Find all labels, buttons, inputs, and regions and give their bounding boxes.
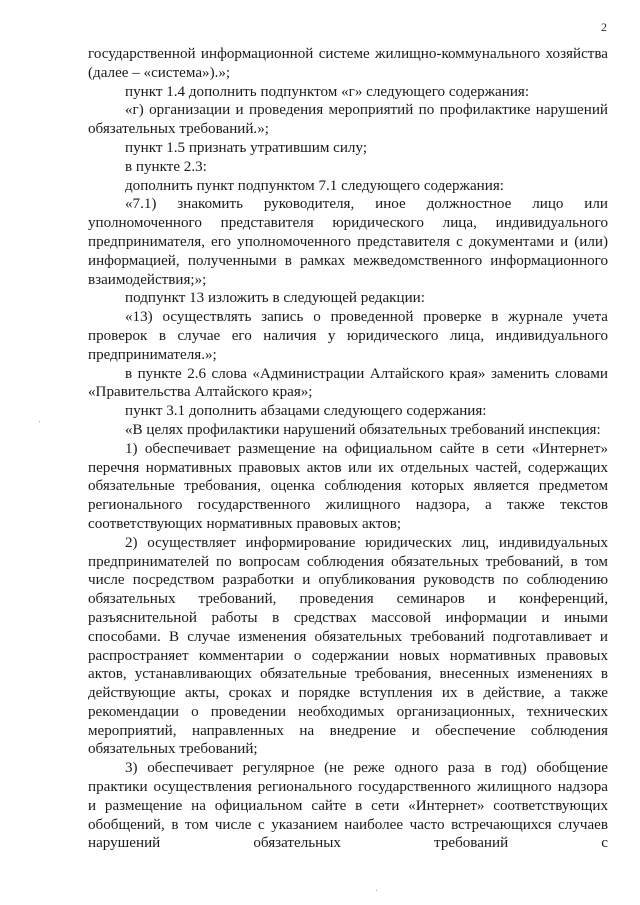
paragraph: дополнить пункт подпунктом 7.1 следующего содержания: — [125, 177, 504, 194]
scan-speck — [376, 890, 377, 891]
paragraph: «В целях профилактики нарушений обязательных требований инспекция: — [125, 421, 601, 438]
document-body — [88, 45, 608, 853]
paragraph: «7.1) знакомить руководителя, иное должностное лицо или уполномоченного представителя юридического лица, индивидуального предпринимателя, его уполномоченного представителя с документами и (или) информацией, полученными в рамках межведомственного информационного взаимодействия;»; — [88, 196, 608, 288]
paragraph: «13) осуществлять запись о проведенной проверке в журнале учета проверок в случае его наличия у юридического лица, индивидуального предпринимателя.»; — [88, 309, 608, 363]
paragraph: государственной информационной системе жилищно-коммунального хозяйства (далее – «система»).»; — [88, 46, 608, 81]
paragraph: 3) обеспечивает регулярное (не реже одного раза в год) обобщение практики осуществления регионального государственного жилищного надзора и размещение на официальном сайте в сети «Интернет» соответствующих обобщений, в том числе с указанием наиболее часто встречающихся случаев нарушений обязательных требований с — [88, 760, 608, 852]
paragraph: 1) обеспечивает размещение на официальном сайте в сети «Интернет» перечня нормативных правовых актов или их отдельных частей, содержащих обязательные требования, оценка соблюдения которых является предметом регионального государственного жилищного надзора, а также текстов соответствующих нормативных правовых актов; — [88, 440, 608, 532]
paragraph: «г) организации и проведения мероприятий по профилактике нарушений обязательных требований.»; — [88, 102, 608, 138]
paragraph: в пункте 2.6 слова «Администрации Алтайского края» заменить словами «Правительства Алтайского края»; — [88, 365, 608, 401]
paragraph: 2) осуществляет информирование юридических лиц, индивидуальных предпринимателей по вопросам соблюдения обязательных требований, в том числе посредством разработки и опубликования руководств по соблюдению обязательных требований, проведения семинаров и конференций, разъяснительной работы в средствах массовой информации и иными способами. В случае изменения обязательных требований подготавливает и распространяет комментарии о содержании новых нормативных правовых актов, устанавливающих обязательные требования, внесенных изменениях в действующие акты, сроках и порядке вступления их в действие, а также рекомендации о проведении необходимых организационных, технических мероприятий, направленных на внедрение и обеспечение соблюдения обязательных требований; — [88, 534, 608, 758]
scan-speck — [39, 421, 40, 422]
paragraph: пункт 1.4 дополнить подпунктом «г» следующего содержания: — [125, 83, 530, 100]
paragraph: пункт 3.1 дополнить абзацами следующего содержания: — [125, 403, 487, 420]
paragraph: в пункте 2.3: — [125, 158, 207, 175]
paragraph: пункт 1.5 признать утратившим силу; — [125, 139, 368, 156]
page-number: 2 — [601, 20, 607, 34]
paragraph: подпункт 13 изложить в следующей редакции: — [125, 290, 425, 307]
